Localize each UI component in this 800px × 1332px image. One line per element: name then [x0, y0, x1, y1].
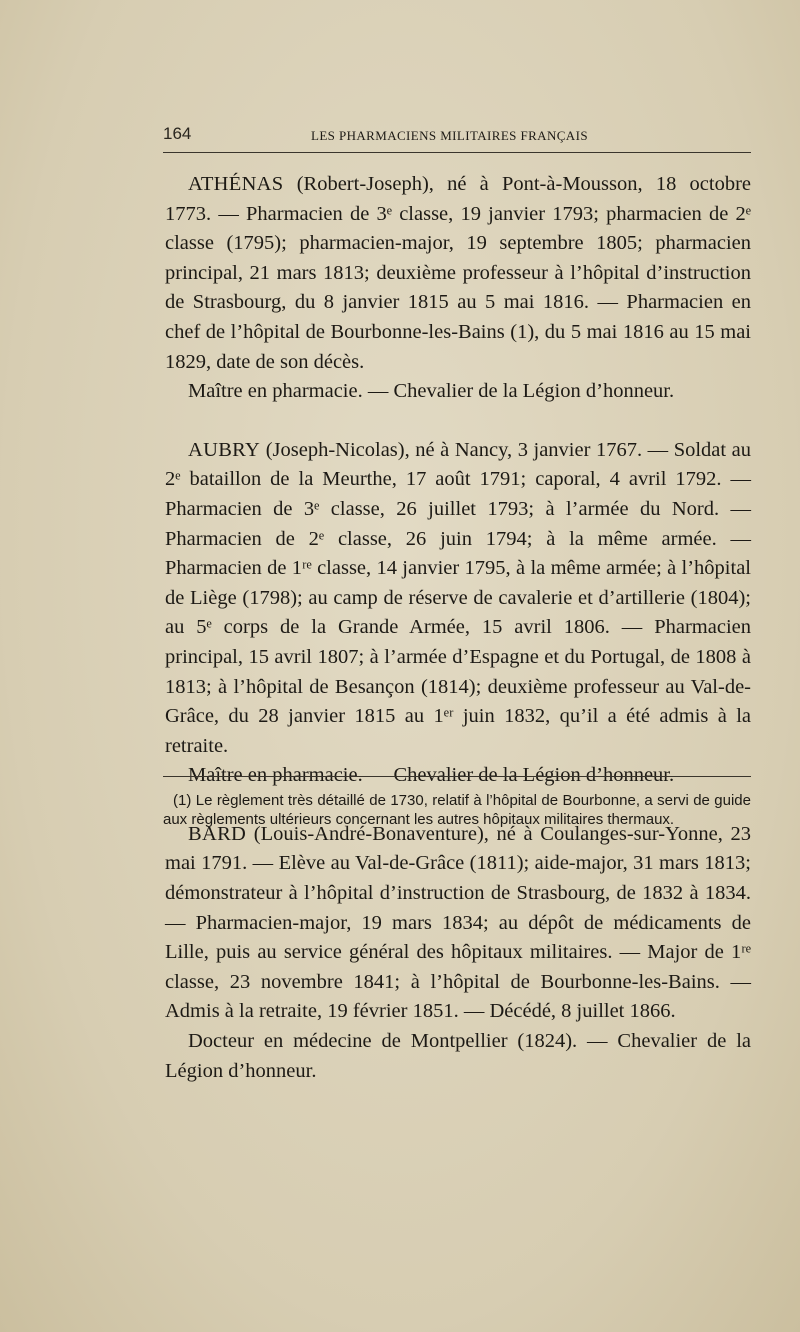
entry-athenas	[165, 170, 751, 407]
entry-body	[165, 820, 751, 1027]
entry-honors: Docteur en médecine de Montpellier (1824). — Chevalier de la Légion d’honneur.	[165, 1030, 751, 1082]
entry-honors: Maître en pharmacie. — Chevalier de la Légion d’honneur.	[188, 764, 675, 787]
entry-text: (Robert-Joseph), né à Pont-à-Mousson, 18 octobre 1773. — Pharmacien de 3ᵉ classe, 19 janvier 1793; pharmacien de 2ᵉ classe (1795); pharmacien-major, 19 septembre 1805; pharmacien principal, 21 mars 1813; deuxième professeur à l’hôpital d’instruction de Strasbourg, du 8 janvier 1815 au 5 mai 1816. — Pharmacien en chef de l’hôpital de Bourbonne-les-Bains (1), du 5 mai 1816 au 15 mai 1829, date de son décès.	[165, 173, 751, 373]
running-title: LES PHARMACIENS MILITAIRES FRANÇAIS	[311, 128, 588, 143]
entry-body	[165, 436, 751, 762]
footnote-rule	[163, 776, 751, 777]
entry-text: (Louis-André-Bonaventure), né à Coulanges-sur-Yonne, 23 mai 1791. — Elève au Val-de-Grâce (1811); aide-major, 31 mars 1813; démonstrateur à l’hôpital d’instruction de Strasbourg, de 1832 à 1834. — Pharmacien-major, 19 mars 1834; au dépôt de médicaments de Lille, puis au service général des hôpitaux militaires. — Major de 1ʳᵉ classe, 23 novembre 1841; à l’hôpital de Bourbonne-les-Bains. — Admis à la retraite, 19 février 1851. — Décédé, 8 juillet 1866.	[165, 822, 751, 1023]
entry-body	[165, 170, 751, 377]
main-text	[165, 170, 751, 1115]
header-rule	[163, 152, 751, 153]
entry-name: BARD	[188, 822, 247, 845]
page-header	[163, 118, 748, 148]
entry-name: ATHÉNAS	[188, 173, 284, 195]
entry-honors: Maître en pharmacie. — Chevalier de la Légion d’honneur.	[188, 380, 675, 403]
footnote: (1) Le règlement très détaillé de 1730, relatif à l’hôpital de Bourbonne, a servi de guide aux règlements ultérieurs concernant les autres hôpitaux militaires thermaux.	[163, 792, 751, 828]
entry-text: (Joseph-Nicolas), né à Nancy, 3 janvier 1767. — Soldat au 2ᵉ bataillon de la Meurthe, 17 août 1791; caporal, 4 avril 1792. — Pharmacien de 3ᵉ classe, 26 juillet 1793; à l’armée du Nord. — Pharmacien de 2ᵉ classe, 26 juin 1794; à la même armée. — Pharmacien de 1ʳᵉ classe, 14 janvier 1795, à la même armée; à l’hôpital de Liège (1798); au camp de réserve de cavalerie et d’artillerie (1804); au 5ᵉ corps de la Grande Armée, 15 avril 1806. — Pharmacien principal, 15 avril 1807; à l’armée d’Espagne et du Portugal, de 1808 à 1813; à l’hôpital de Besançon (1814); deuxième professeur au Val-de-Grâce, du 28 janvier 1815 au 1ᵉʳ juin 1832, qu’il a été admis à la retraite.	[165, 438, 751, 757]
page-number: 164	[163, 124, 192, 143]
entry-bard	[165, 820, 751, 1086]
entry-name: AUBRY	[188, 438, 261, 461]
entry-aubry	[165, 436, 751, 791]
